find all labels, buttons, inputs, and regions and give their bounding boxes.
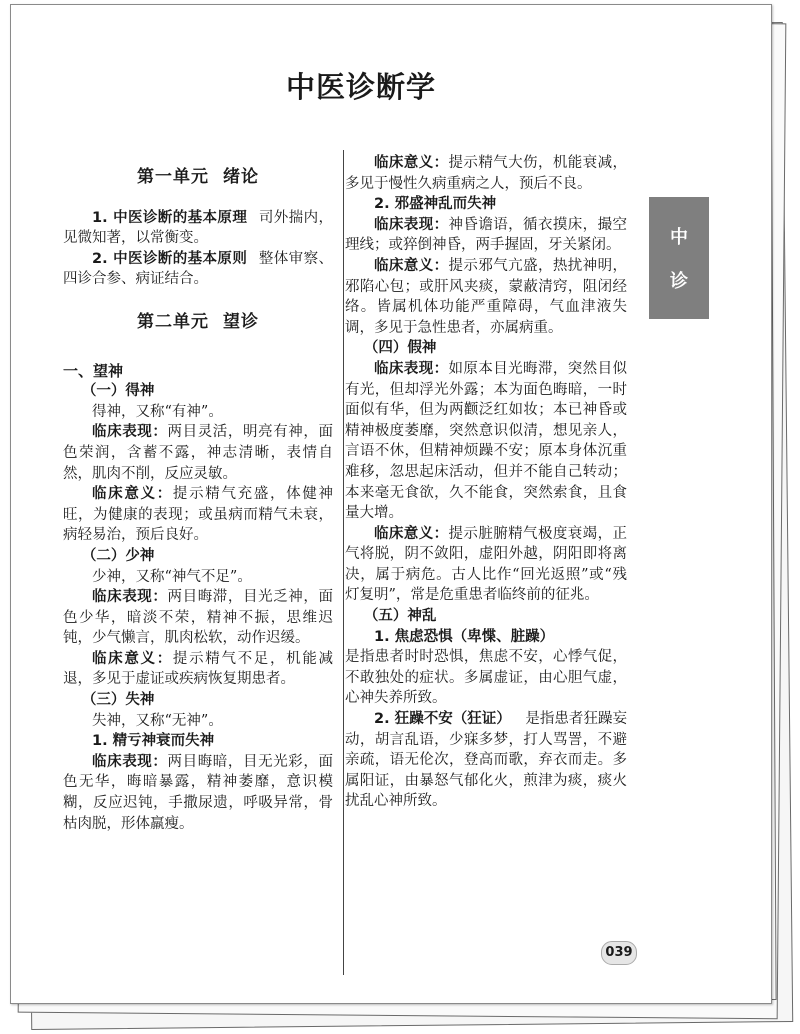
unit-label: 第二单元 — [137, 311, 209, 332]
shenluan-item-1-title — [345, 627, 627, 648]
shishen-sub-heading-1 — [63, 731, 333, 752]
subsection-heading-shenluan: （五）神乱 — [363, 608, 437, 625]
shaoshen-manifestation — [63, 587, 333, 649]
label-manifestation: 临床表现： — [374, 360, 449, 377]
subsection-heading-shishen: （三）失神 — [81, 692, 155, 709]
text-significance: 提示精气不足，机能减退，多见于虚证或疾病恢复期患者。 — [63, 650, 334, 688]
principle-text: 司外揣内，见微知著，以常衡变。 — [63, 209, 334, 247]
shenluan-item-1-text: 是指患者时时恐惧，焦虑不安，心悸气促，不敢独处的症状。多属虚证，由心胆气虚，心神失养所致。 — [345, 649, 627, 707]
text-significance: 提示邪气亢盛，热扰神明，邪陷心包；或肝风夹痰，蒙蔽清窍，阻闭经络。皆属机体功能严重障碍，气血津液失调，多见于急性患者，亦属病重。 — [345, 257, 627, 336]
label-significance: 临床意义： — [374, 525, 449, 542]
shenluan-item-2 — [345, 709, 627, 812]
sub-heading: 1. 精亏神衰而失神 — [92, 733, 215, 750]
item-title: 1. 焦虑恐惧（卑惵、脏躁） — [374, 628, 555, 645]
principle-number: 1. — [92, 209, 114, 226]
unit-name: 望诊 — [223, 311, 259, 332]
principle-1 — [63, 208, 333, 249]
deshen-significance — [63, 484, 333, 546]
unit-label: 第一单元 — [137, 167, 209, 187]
page-number: 039 — [601, 941, 637, 965]
chapter-side-tab — [649, 197, 709, 319]
deshen-manifestation — [63, 422, 333, 484]
unit-name: 绪论 — [223, 167, 259, 187]
text-significance: 提示脏腑精气极度衰竭，正气将脱，阴不敛阳，虚阳外越，阴阳即将离决，属于病危。古人比作“回光返照”或“残灯复明”，常是危重患者临终前的征兆。 — [345, 525, 627, 604]
left-column — [63, 153, 333, 834]
text-significance: 提示精气充盛，体健神旺，为健康的表现；或虽病而精气未衰，病轻易治，预后良好。 — [63, 486, 334, 544]
label-significance: 临床意义： — [92, 650, 173, 667]
shishen-sub-heading-2 — [345, 194, 627, 215]
principle-text: 整体审察、四诊合参、病证结合。 — [63, 250, 334, 288]
jiashen-manifestation — [345, 359, 627, 524]
text-manifestation: 两目晦暗，目无光彩，面色无华，晦暗暴露，精神萎靡，意识模糊，反应迟钝，手撒尿遗，呼吸异常，骨枯肉脱，形体羸瘦。 — [63, 753, 333, 832]
subsection-heading-deshen: （一）得神 — [81, 383, 155, 400]
shaoshen-significance — [63, 649, 333, 690]
text-manifestation: 如原本目光晦滞，突然目似有光，但却浮光外露；本为面色晦暗，一时面似有华，但为两颧泛红如妆；本已神昏或精神极度萎靡，突然意识似清，想见亲人，言语不休，但精神烦躁不安；原本身体沉重难移，忽思起床活动，但并不能自己转动；本来毫无食欲，久不能食，突然索食，且食量大增。 — [345, 360, 627, 522]
label-manifestation: 临床表现： — [92, 753, 168, 770]
label-manifestation: 临床表现： — [92, 424, 168, 441]
section-heading-wangshen: 一、望神 — [63, 361, 124, 380]
subsection-heading-shaoshen: （二）少神 — [81, 547, 155, 564]
right-column — [345, 153, 627, 812]
shishen-manifestation — [63, 752, 333, 834]
label-significance: 临床意义： — [92, 486, 173, 503]
text-manifestation: 两目晦滞，目光乏神，面色少华，暗淡不荣，精神不振，思维迟钝，少气懒言，肌肉松软，动作迟缓。 — [63, 589, 333, 647]
column-divider — [343, 150, 344, 975]
shishen-alias: 失神，又称“无神”。 — [92, 712, 223, 729]
label-significance: 临床意义： — [374, 257, 449, 274]
shishen-significance — [345, 153, 627, 194]
unit-heading-1 — [63, 167, 333, 188]
unit-heading-2 — [63, 312, 333, 333]
principle-title: 中医诊断的基本原理 — [113, 209, 248, 226]
principle-2 — [63, 249, 333, 290]
book-page — [10, 4, 772, 1004]
text-manifestation: 神昏谵语，循衣摸床，撮空理线；或猝倒神昏，两手握固，牙关紧闭。 — [345, 216, 627, 254]
deshen-alias: 得神，又称“有神”。 — [92, 403, 223, 420]
sub2-significance — [345, 256, 627, 338]
jiashen-significance — [345, 524, 627, 606]
sub2-manifestation — [345, 215, 627, 256]
shaoshen-alias: 少神，又称“神气不足”。 — [92, 568, 252, 585]
page-title: 中医诊断学 — [285, 70, 436, 104]
sub-heading: 2. 邪盛神乱而失神 — [374, 196, 497, 213]
item-title: 2. 狂躁不安（狂证） — [374, 711, 511, 728]
label-manifestation: 临床表现： — [92, 589, 168, 606]
item-text: 是指患者狂躁妄动，胡言乱语，少寐多梦，打人骂詈，不避亲疏，语无伦次，登高而歌，弃衣而走。多属阳证，由暴怒气郁化火，煎津为痰，痰火扰乱心神所致。 — [345, 711, 627, 810]
label-significance: 临床意义： — [374, 155, 449, 171]
side-tab-char: 诊 — [670, 271, 688, 292]
label-manifestation: 临床表现： — [374, 216, 449, 233]
subsection-heading-jiashen: （四）假神 — [363, 340, 437, 357]
text-significance: 提示精气大伤，机能衰减，多见于慢性久病重病之人，预后不良。 — [345, 155, 627, 192]
principle-title: 中医诊断的基本原则 — [113, 250, 248, 267]
text-manifestation: 两目灵活，明亮有神，面色荣润，含蓄不露，神志清晰，表情自然，肌肉不削，反应灵敏。 — [63, 424, 333, 482]
principle-number: 2. — [92, 250, 114, 267]
side-tab-char: 中 — [670, 227, 688, 248]
